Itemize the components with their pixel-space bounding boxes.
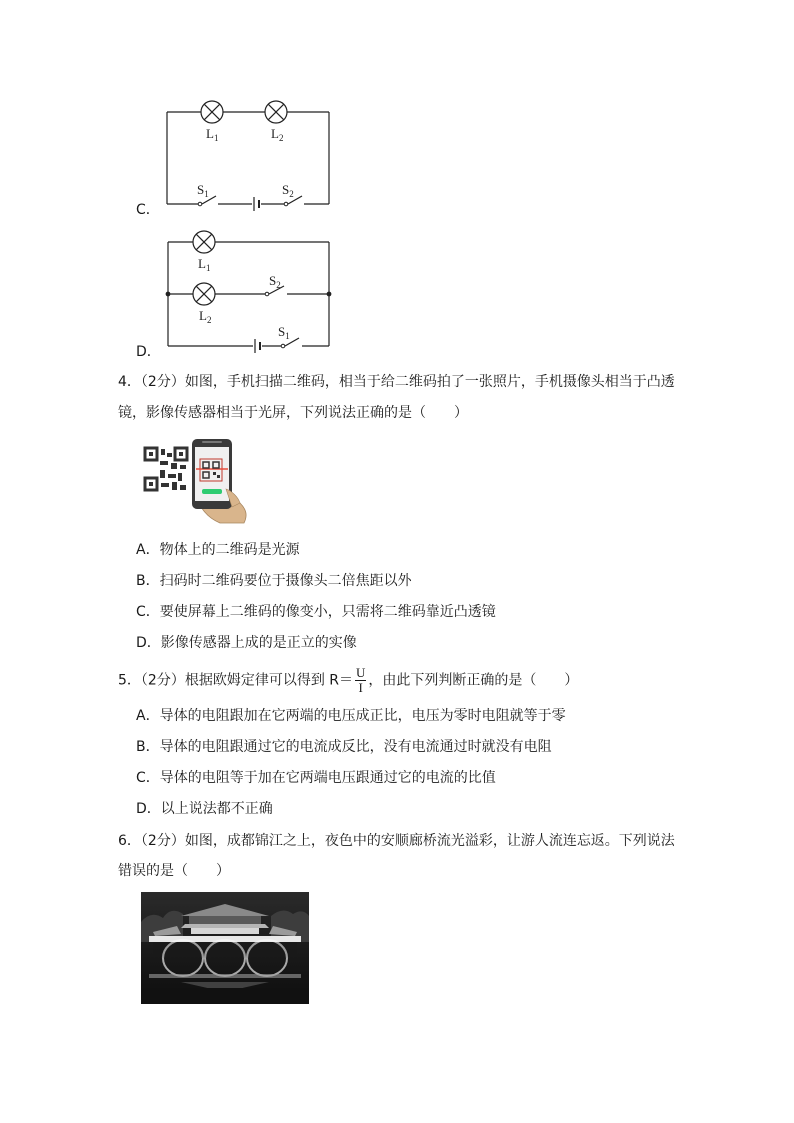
q4-option-c: C．要使屏幕上二维码的像变小，只需将二维码靠近凸透镜 [136,604,496,620]
lamp-l2-icon [265,101,287,123]
q5-option-a: A．导体的电阻跟加在它两端的电压成正比，电压为零时电阻就等于零 [136,708,566,724]
lamp-l2-label: $L_2$ [271,126,284,143]
lamp-l1-label: $L_1$ [198,256,211,273]
switch-s1-contact [198,202,202,206]
switch-s1-contact [281,344,285,348]
circuit-diagram-c [150,96,350,214]
switch-s2-label: $S_2$ [269,273,281,290]
switch-s2-contact [284,202,288,206]
anshun-bridge-night-photo [141,892,309,1004]
q4-stem-line2: 镜，影像传感器相当于光屏，下列说法正确的是（ ） [118,405,468,421]
q4-option-d: D．影像传感器上成的是正立的实像 [136,635,357,651]
q4-option-a: A．物体上的二维码是光源 [136,542,300,558]
qr-code-icon [144,447,188,491]
lamp-l1-icon [201,101,223,123]
q5-option-d: D．以上说法都不正确 [136,801,273,817]
q5-stem-after: ，由此下列判断正确的是（ ） [368,672,579,689]
option-c-label: C． [136,202,160,218]
q5-stem [118,666,578,695]
qr-scan-illustration [140,437,250,525]
switch-s2-contact [265,292,269,296]
ohm-fraction [355,666,366,695]
q5-option-c: C．导体的电阻等于加在它两端电压跟通过它的电流的比值 [136,770,496,786]
fraction-denominator: I [358,680,363,695]
q6-stem-line1: 6．（2分）如图，成都锦江之上，夜色中的安顺廊桥流光溢彩，让游人流连忘返。下列说法 [118,833,675,849]
fraction-numerator: U [356,665,366,680]
circuit-diagram-d [150,226,350,356]
option-d-label: D． [136,344,161,360]
q6-stem-line2: 错误的是（ ） [118,863,230,879]
junction-right [327,292,332,297]
q4-option-b: B．扫码时二维码要位于摄像头二倍焦距以外 [136,573,412,589]
lamp-l2-label: $L_2$ [199,308,212,325]
q4-stem-line1: 4．（2分）如图，手机扫描二维码，相当于给二维码拍了一张照片，手机摄像头相当于凸透 [118,374,675,390]
lamp-l1-label: $L_1$ [206,126,219,143]
lamp-l1-icon [193,231,215,253]
lamp-l2-icon [193,283,215,305]
junction-left [166,292,171,297]
q5-stem-before: 5．（2分）根据欧姆定律可以得到 R＝ [118,672,353,689]
switch-s2-label: $S_2$ [282,182,294,199]
switch-s1-label: $S_1$ [278,324,290,341]
q5-option-b: B．导体的电阻跟通过它的电流成反比，没有电流通过时就没有电阻 [136,739,552,755]
phone-icon [192,439,232,509]
switch-s1-label: $S_1$ [197,182,209,199]
